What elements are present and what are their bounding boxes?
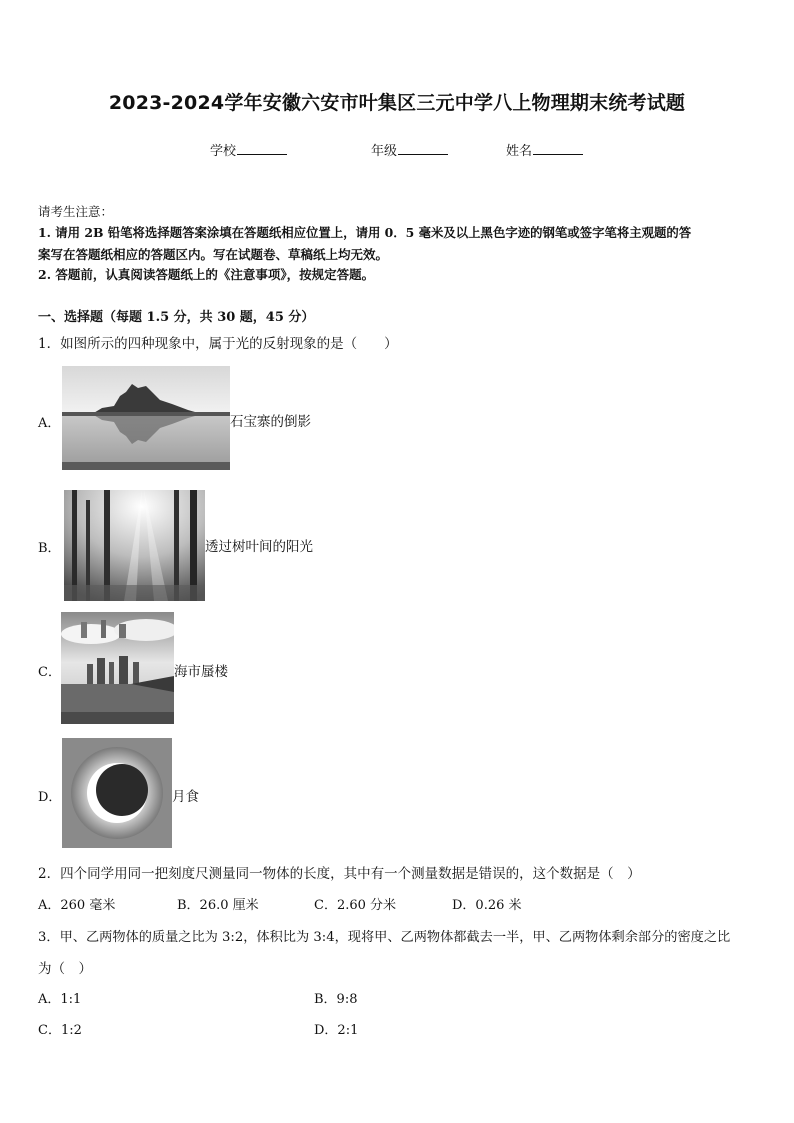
grade-field[interactable]: [371, 140, 448, 159]
q3-option-d[interactable]: D．2:1: [314, 1023, 359, 1038]
section-title: 一、选择题（每题 1.5 分，共 30 题，45 分）: [38, 310, 315, 325]
q1-option-c-image: [61, 612, 174, 724]
question-3-stem-cont: 为（ ）: [38, 961, 92, 977]
q3-option-a[interactable]: A．1:1: [38, 992, 82, 1007]
q1-option-b-letter[interactable]: B．: [38, 541, 61, 556]
q3-option-c[interactable]: C．1:2: [38, 1023, 82, 1038]
page-title: 2023-2024学年安徽六安市叶集区三元中学八上物理期末统考试题: [108, 92, 686, 114]
q1-option-c-caption: 海市蜃楼: [174, 664, 228, 680]
q1-option-a-letter[interactable]: A．: [38, 416, 61, 431]
notice-item-2: 2. 答题前，认真阅读答题纸上的《注意事项》，按规定答题。: [38, 267, 375, 282]
notice-item-1: 1. 请用 2B 铅笔将选择题答案涂填在答题纸相应位置上，请用 0．5 毫米及以上黑色字迹的钢笔或签字笔将主观题的答: [38, 225, 692, 240]
grade-blank[interactable]: [398, 142, 448, 155]
name-field[interactable]: [506, 140, 583, 159]
notice-heading: 请考生注意：: [38, 204, 114, 219]
q1-option-b-image: [64, 490, 205, 601]
q1-option-c-letter[interactable]: C．: [38, 665, 61, 680]
school-label: 学校: [210, 144, 237, 159]
q2-option-a[interactable]: A．260 毫米: [38, 898, 116, 913]
question-1-stem: 1．如图所示的四种现象中，属于光的反射现象的是（ ）: [38, 336, 398, 352]
q2-option-c[interactable]: C．2.60 分米: [314, 898, 397, 913]
notice-item-1-cont: 案写在答题纸相应的答题区内。写在试题卷、草稿纸上均无效。: [38, 247, 389, 262]
grade-label: 年级: [371, 144, 398, 159]
q1-option-a-caption: 石宝寨的倒影: [230, 414, 311, 430]
q3-option-b[interactable]: B．9:8: [314, 992, 358, 1007]
school-blank[interactable]: [237, 142, 287, 155]
name-blank[interactable]: [533, 142, 583, 155]
question-3-stem: 3．甲、乙两物体的质量之比为 3:2，体积比为 3:4，现将甲、乙两物体都截去一半，甲、乙两物体剩余部分的密度之比: [38, 930, 731, 945]
q1-option-d-letter[interactable]: D．: [38, 790, 62, 805]
q2-option-d[interactable]: D．0.26 米: [452, 898, 522, 913]
q1-option-b-caption: 透过树叶间的阳光: [205, 539, 313, 555]
school-field[interactable]: [210, 140, 287, 159]
q1-option-d-image: [62, 738, 172, 848]
name-label: 姓名: [506, 144, 533, 159]
q1-option-a-image: [62, 366, 230, 470]
q2-option-b[interactable]: B．26.0 厘米: [177, 898, 259, 913]
q1-option-d-caption: 月食: [172, 789, 199, 805]
question-2-stem: 2．四个同学用同一把刻度尺测量同一物体的长度，其中有一个测量数据是错误的，这个数据是（ ）: [38, 866, 641, 882]
